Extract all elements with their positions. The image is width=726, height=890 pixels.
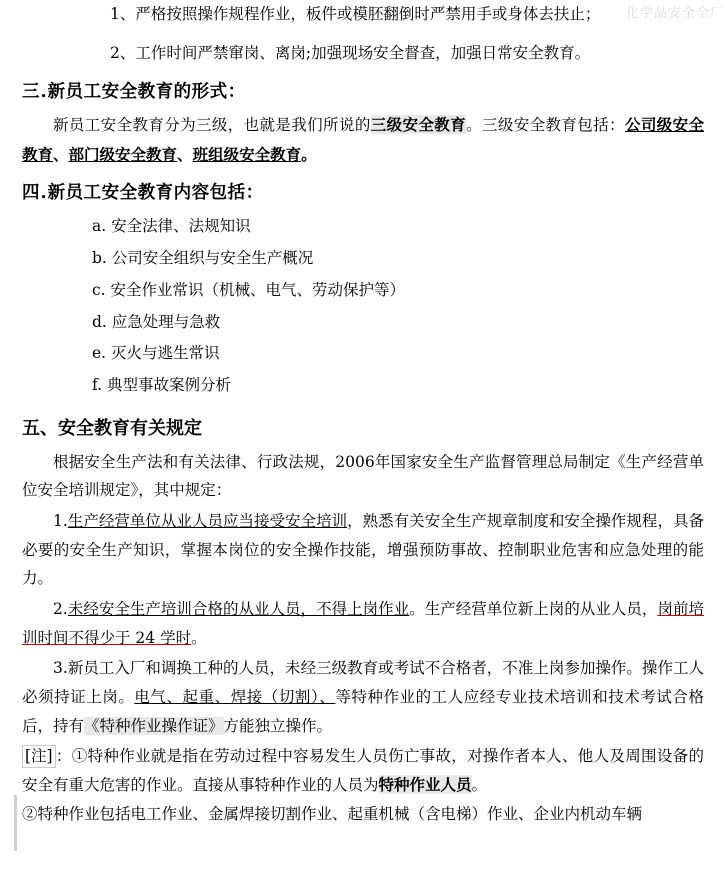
rule-2-mid: 。生产经营单位新上岗的从业人员， <box>409 600 658 619</box>
section-3-item-1: 公司级安全教育 <box>22 114 704 165</box>
section-5-heading <box>22 410 704 448</box>
rule-1-rest: ，熟悉有关安全生产规章制度和安全操作规程，具备必要的安全生产知识，掌握本岗位的安全操作技能，增强预防事故、控制职业危害和应急处理的能力。 <box>22 512 704 588</box>
section-3-number: 三. <box>22 81 48 102</box>
rule-3-part-b: 等特种作业的工人应经专业技术培训和技术考试合格后，持有 <box>22 688 704 735</box>
section-5-number: 五、 <box>22 417 58 439</box>
rule-1-underlined: 生产经营单位从业人员应当接受安全培训 <box>67 512 348 531</box>
section-3-item-3: 班组级安全教育 <box>192 145 302 165</box>
note-label-box: [注] <box>22 745 56 767</box>
rule-2-end: 。 <box>191 628 207 647</box>
note-left-marker <box>14 795 17 851</box>
rule-3-part-c: 方能独立操作。 <box>223 716 333 735</box>
section-3-body-pre: 新员工安全教育分为三级，也就是我们所说的 <box>53 115 371 134</box>
note-1-end: 。 <box>471 776 488 795</box>
section-4-item-b: b. 公司安全组织与安全生产概况 <box>92 249 314 268</box>
section-3-heading <box>22 75 704 110</box>
note-1-text: ：①特种作业就是指在劳动过程中容易发生人员伤亡事故，对操作者本人、他人及周围设备的安全有重大危害的作业。直接从事特种作业的人员为 <box>22 747 704 795</box>
rule-1-number: 1. <box>53 512 68 531</box>
section-3-end: 。 <box>301 145 317 165</box>
section-3-title: 新员工安全教育的形式： <box>47 81 246 102</box>
rule-2-red-underlined: 岗前培训时间不得少于 24 学时 <box>22 600 704 647</box>
section-4-item-e: e. 灭火与逃生常识 <box>92 344 220 363</box>
section-3-highlight: 三级安全教育 <box>370 114 467 134</box>
section-4-item-a: a. 安全法律、法规知识 <box>92 217 251 236</box>
section-4-heading <box>22 176 704 211</box>
rule-3-part-a: 新员工入厂和调换工种的人员，未经三级教育或考试不合格者，不准上岗参加操作。操作工人必须持证上岗。 <box>22 659 704 707</box>
watermark-text: 化学品安全全厂 <box>625 5 724 20</box>
section-5-rule-1 <box>22 507 704 593</box>
section-5-note-2: ②特种作业包括电工作业、金属焊接切割作业、起重机械（含电梯）作业、企业内机动车辆 <box>22 804 643 823</box>
section-5-note-1 <box>22 742 704 799</box>
section-5-rule-2 <box>22 595 704 652</box>
rule-3-certificate-highlight: 《特种作业操作证》 <box>84 716 224 735</box>
section-5-title: 安全教育有关规定 <box>58 417 202 439</box>
section-5-intro: 根据安全生产法和有关法律、行政法规，2006年国家安全生产监督管理总局制定《生产经营单位安全培训规定》，其中规定： <box>22 452 704 500</box>
rule-2-number: 2. <box>53 600 68 619</box>
rule-3-number: 3. <box>53 659 68 678</box>
top-item-1: 1、严格按照操作规程作业，板件或模胚翻倒时严禁用手或身体去扶止； <box>110 5 601 23</box>
section-3-body-mid: 。三级安全教育包括： <box>466 115 625 134</box>
top-item-2: 2、工作时间严禁窜岗、离岗;加强现场安全督查，加强日常安全教育。 <box>110 44 591 63</box>
rule-2-underlined: 未经安全生产培训合格的从业人员，不得上岗作业 <box>67 600 410 619</box>
section-4-item-f: f. 典型事故案例分析 <box>92 376 232 395</box>
section-3-body <box>22 110 704 170</box>
section-4-item-d: d. 应急处理与急救 <box>92 312 221 331</box>
section-3-sep-1: 、 <box>53 145 69 165</box>
note-1-highlight: 特种作业人员 <box>378 775 472 795</box>
section-4-item-c: c. 安全作业常识（机械、电气、劳动保护等） <box>92 280 406 299</box>
section-4-title: 新员工安全教育内容包括： <box>47 183 264 204</box>
section-5-rule-3 <box>22 654 704 740</box>
section-3-item-2: 部门级安全教育 <box>68 145 178 165</box>
rule-3-underlined: 电气、起重、焊接（切割）、 <box>134 688 336 707</box>
section-3-sep-2: 、 <box>177 145 193 165</box>
section-4-number: 四. <box>22 183 48 204</box>
